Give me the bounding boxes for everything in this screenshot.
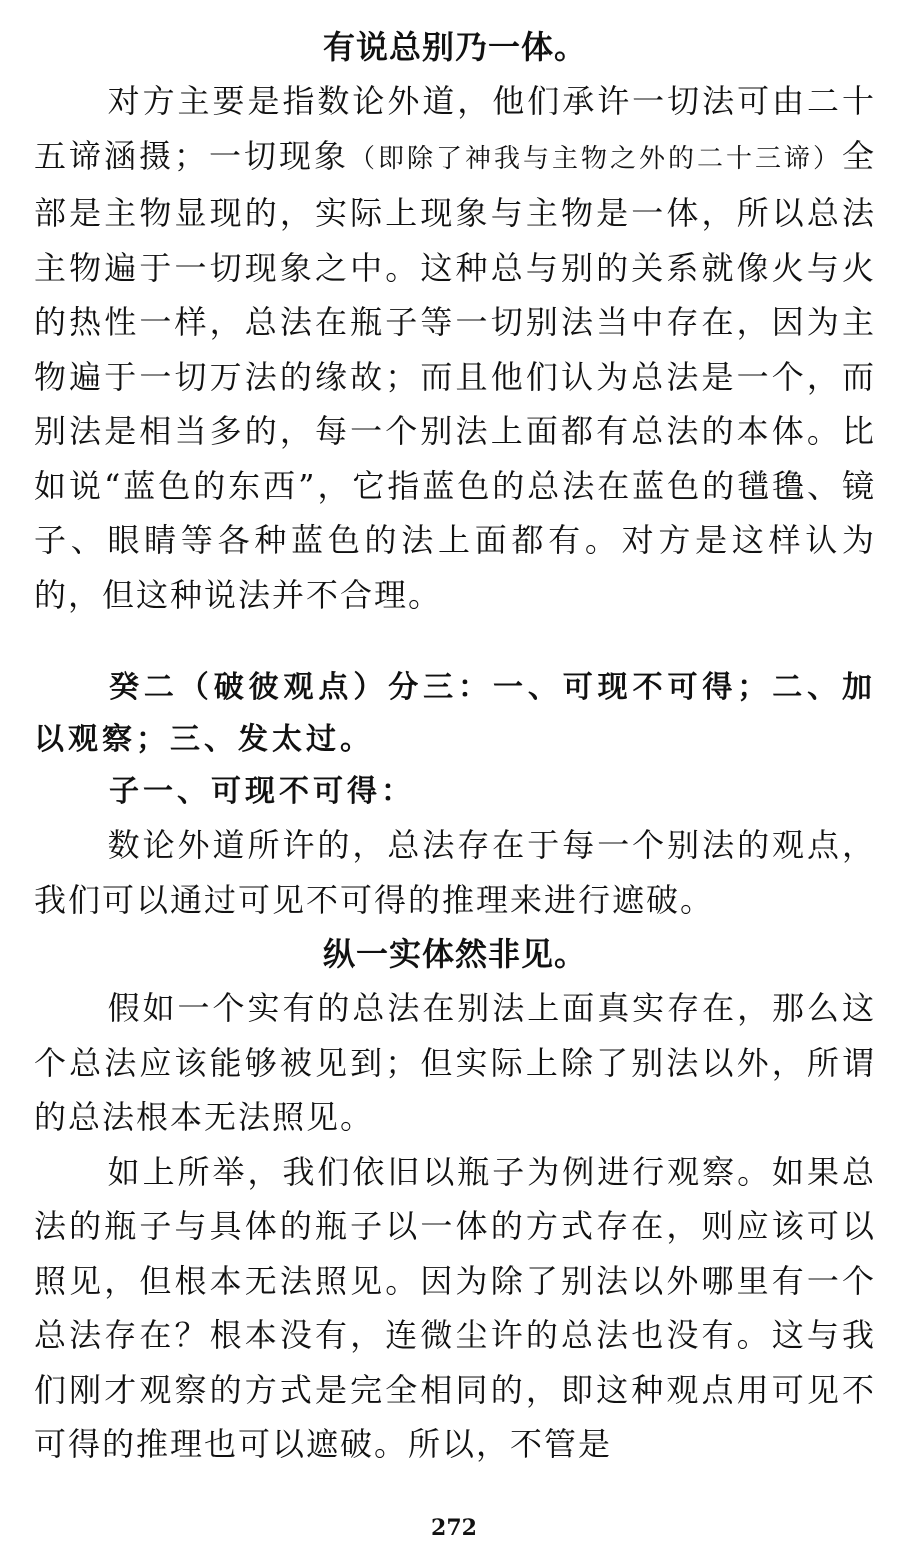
paragraph-2: 数论外道所许的，总法存在于每一个别法的观点，我们可以通过可见不可得的推理来进行遮破。: [34, 826, 876, 919]
paragraph-3: 假如一个实有的总法在别法上面真实存在，那么这个总法应该能够被见到；但实际上除了别法以外，所谓的总法根本无法照见。: [34, 989, 876, 1136]
section-heading: 癸二（破彼观点）分三：一、可现不可得；二、加以观察；三、发太过。: [34, 670, 876, 757]
paragraph-1: [34, 74, 876, 622]
verse-line-2: 纵一实体然非见。: [322, 935, 587, 973]
paragraph-4: 如上所举，我们依旧以瓶子为例进行观察。如果总法的瓶子与具体的瓶子以一体的方式存在，则应该可以照见，但根本无法照见。因为除了别法以外哪里有一个总法存在？根本没有，连微尘许的总法也没有。这与我们刚才观察的方式是完全相同的，即这种观点用可见不可得的推理也可以遮破。所以，不管是: [34, 1152, 876, 1463]
page-body: [34, 20, 876, 1472]
paragraph-1-text-a: 对方主要是指数论外道，他们承许一切法可由二十五谛涵摄；一切现象: [34, 82, 876, 175]
paragraph-1-text-b: 全部是主物显现的，实际上现象与主物是一体，所以总法主物遍于一切现象之中。这种总与别的关系就像火与火的热性一样，总法在瓶子等一切别法当中存在，因为主物遍于一切万法的缘故；而且他们认为总法是一个，而别法是相当多的，每一个别法上面都有总法的本体。比如说“蓝色的东西”，它指蓝色的总法在蓝色的氆氇、镜子、眼睛等各种蓝色的法上面都有。对方是这样认为的，但这种说法并不合理。: [34, 136, 876, 614]
section-gap: [34, 622, 876, 662]
verse-line-1: 有说总别乃一体。: [322, 28, 587, 66]
subsection-heading: 子一、可现不可得：: [109, 774, 415, 809]
paragraph-1-note: （即除了神我与主物之外的二十三谛）: [348, 143, 842, 174]
page-number: 272: [431, 1515, 477, 1541]
